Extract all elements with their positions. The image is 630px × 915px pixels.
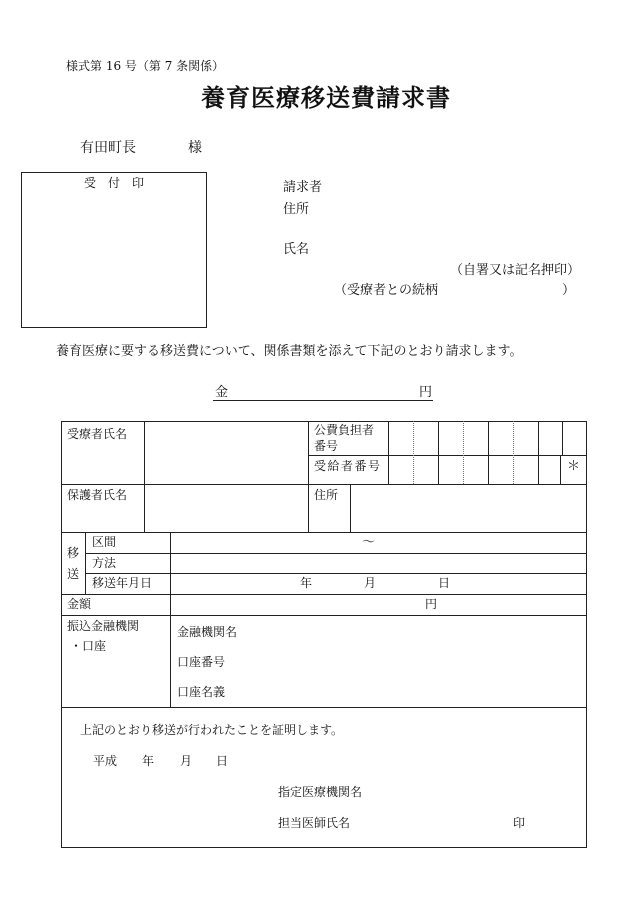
amount-row-yen: 円 — [425, 597, 438, 611]
cert-era: 平成 — [93, 754, 118, 768]
bank-account-label: ・口座 — [70, 639, 107, 653]
public-payer-number-label: 番号 — [314, 439, 339, 453]
form-number: 様式第 16 号（第 7 条関係） — [66, 59, 225, 73]
transport-date-label: 移送年月日 — [92, 576, 153, 590]
addressee-honorific: 様 — [188, 140, 202, 156]
patient-name-label: 受療者氏名 — [67, 427, 128, 441]
addressee-mayor: 有田町長 — [80, 140, 136, 156]
institution-label: 指定医療機関名 — [278, 785, 363, 799]
account-number-label: 口座番号 — [177, 655, 226, 669]
recipient-number-label: 受給者番号 — [314, 459, 382, 473]
page-title: 養育医療移送費請求書 — [201, 83, 451, 112]
cert-day: 日 — [216, 754, 229, 768]
section-tilde: ～ — [362, 535, 376, 550]
amount-yen: 円 — [419, 385, 433, 400]
date-year: 年 — [300, 576, 313, 590]
account-holder-label: 口座名義 — [177, 685, 226, 699]
guardian-name-label: 保護者氏名 — [67, 488, 128, 502]
transport-label-2: 送 — [67, 567, 80, 581]
signature-note: （自署又は記名押印） — [450, 263, 581, 278]
claimant-name-label: 氏名 — [283, 242, 310, 257]
bank-name-label: 金融機関名 — [177, 625, 238, 639]
claimant-heading: 請求者 — [283, 180, 323, 195]
cert-year: 年 — [142, 754, 155, 768]
amount-kin: 金 — [215, 385, 229, 400]
claim-table — [61, 421, 587, 848]
method-label: 方法 — [92, 556, 117, 570]
amount-underline — [213, 400, 433, 401]
claimant-address-label: 住所 — [283, 202, 310, 217]
transport-label-1: 移 — [67, 546, 80, 560]
relation-close: ） — [562, 283, 576, 298]
doctor-label: 担当医師氏名 — [278, 816, 351, 830]
bank-label: 振込金融機関 — [67, 619, 140, 633]
public-payer-label: 公費負担者 — [314, 423, 375, 437]
date-month: 月 — [364, 576, 377, 590]
section-label: 区間 — [92, 535, 117, 549]
reception-stamp-label: 受 付 印 — [84, 176, 145, 190]
guardian-address-label: 住所 — [314, 488, 339, 502]
amount-row-label: 金額 — [67, 597, 92, 611]
reception-stamp-box — [21, 172, 207, 328]
seal-label: 印 — [513, 816, 526, 830]
request-statement: 養育医療に要する移送費について、関係書類を添えて下記のとおり請求します。 — [56, 344, 523, 359]
date-day: 日 — [438, 576, 451, 590]
certification-text: 上記のとおり移送が行われたことを証明します。 — [80, 723, 344, 737]
asterisk-mark: ＊ — [567, 459, 581, 474]
relation-note: （受療者との続柄 — [334, 283, 439, 298]
cert-month: 月 — [180, 754, 193, 768]
